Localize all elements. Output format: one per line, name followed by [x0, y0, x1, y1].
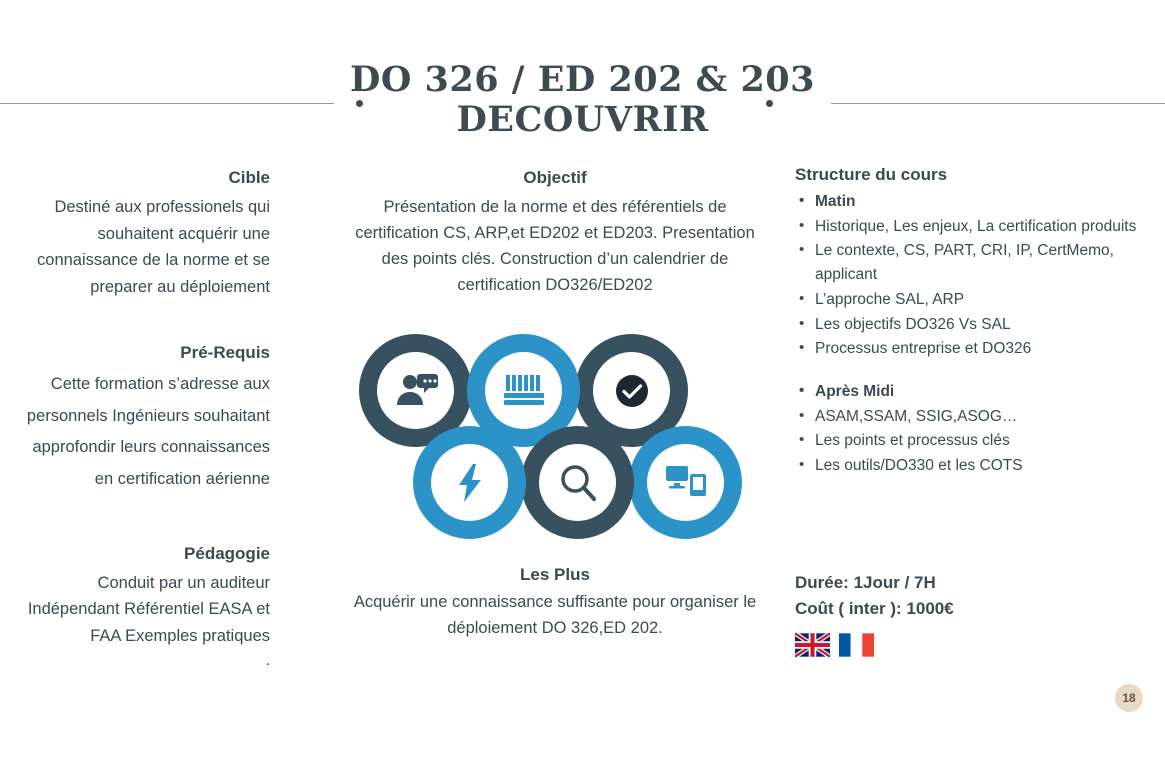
list-item: • Matin [795, 190, 1145, 214]
rings-graphic [355, 318, 755, 553]
les-plus-text: Acquérir une connaissance suffisante pour organiser le déploiement DO 326,ED 202. [353, 593, 757, 638]
cible-heading: Cible [228, 168, 270, 187]
list-item: • Les outils/DO330 et les COTS [795, 454, 1145, 478]
right-column [795, 165, 1145, 479]
ring-lightning-bolt [413, 426, 526, 539]
language-flags [795, 632, 1145, 658]
pedagogie-trailing-dot: . [265, 651, 270, 669]
list-item: • Les points et processus clés [795, 429, 1145, 453]
title-line-2: DECOUVRIR [456, 98, 709, 140]
pedagogie-text: Conduit par un auditeur Indépendant Référentiel EASA et FAA Exemples pratiques [27, 573, 270, 645]
duree-text: Durée: 1Jour / 7H [795, 573, 936, 592]
prerequis-text: Cette formation s’adresse aux personnels Ingénieurs souhaitant approfondir leurs connaissances en certification aérienne [26, 374, 270, 488]
uk-flag-icon [795, 632, 830, 658]
list-item: • L’approche SAL, ARP [795, 288, 1145, 312]
page-title [0, 60, 1165, 140]
cible-block [20, 168, 270, 301]
les-plus-block [340, 565, 770, 641]
list-item: • Après Midi [795, 380, 1145, 404]
morning-list [795, 190, 1145, 361]
list-item: • Les objectifs DO326 Vs SAL [795, 313, 1145, 337]
title-dot-left [356, 100, 363, 107]
left-column [20, 168, 270, 672]
afternoon-list [795, 380, 1145, 478]
prerequis-heading: Pré-Requis [180, 342, 270, 362]
ring-magnifier [521, 426, 634, 539]
france-flag-icon [839, 632, 874, 658]
list-item: • Historique, Les enjeux, La certification produits [795, 215, 1145, 239]
pedagogie-block [20, 544, 270, 673]
devices-screens-icon [664, 464, 708, 502]
page-number-badge: 18 [1115, 684, 1143, 712]
prerequis-block [20, 343, 270, 496]
ring-devices-screens [629, 426, 742, 539]
list-spacer [795, 362, 1145, 380]
list-item: • Le contexte, CS, PART, CRI, IP, CertMemo, applicant [795, 239, 1145, 286]
server-rack-icon [502, 371, 546, 411]
speaker-person-icon [393, 371, 439, 411]
objectif-text: Présentation de la norme et des référentiels de certification CS, ARP,et ED202 et ED203. Presentation des points clés. Construction d’un calendrier de certification DO326/ED202 [355, 198, 755, 295]
title-line-1: DO 326 / ED 202 & 203 [349, 59, 816, 100]
pedagogie-heading: Pédagogie [184, 543, 270, 563]
magnifier-icon [557, 462, 599, 504]
list-item: • ASAM,SSAM, SSIG,ASOG… [795, 405, 1145, 429]
lightning-bolt-icon [454, 462, 486, 504]
cible-text: Destiné aux professionels qui souhaitent acquérir une connaissance de la norme et se preparer au déploiement [37, 198, 270, 297]
objectif-heading: Objectif [523, 168, 587, 187]
check-badge-icon [612, 371, 652, 411]
list-item: • Processus entreprise et DO326 [795, 337, 1145, 361]
title-dot-right [766, 100, 773, 107]
structure-heading: Structure du cours [795, 165, 948, 184]
pricing-block [795, 570, 1145, 658]
les-plus-heading: Les Plus [520, 565, 590, 584]
cout-text: Coût ( inter ): 1000€ [795, 599, 954, 619]
middle-column [340, 168, 770, 298]
